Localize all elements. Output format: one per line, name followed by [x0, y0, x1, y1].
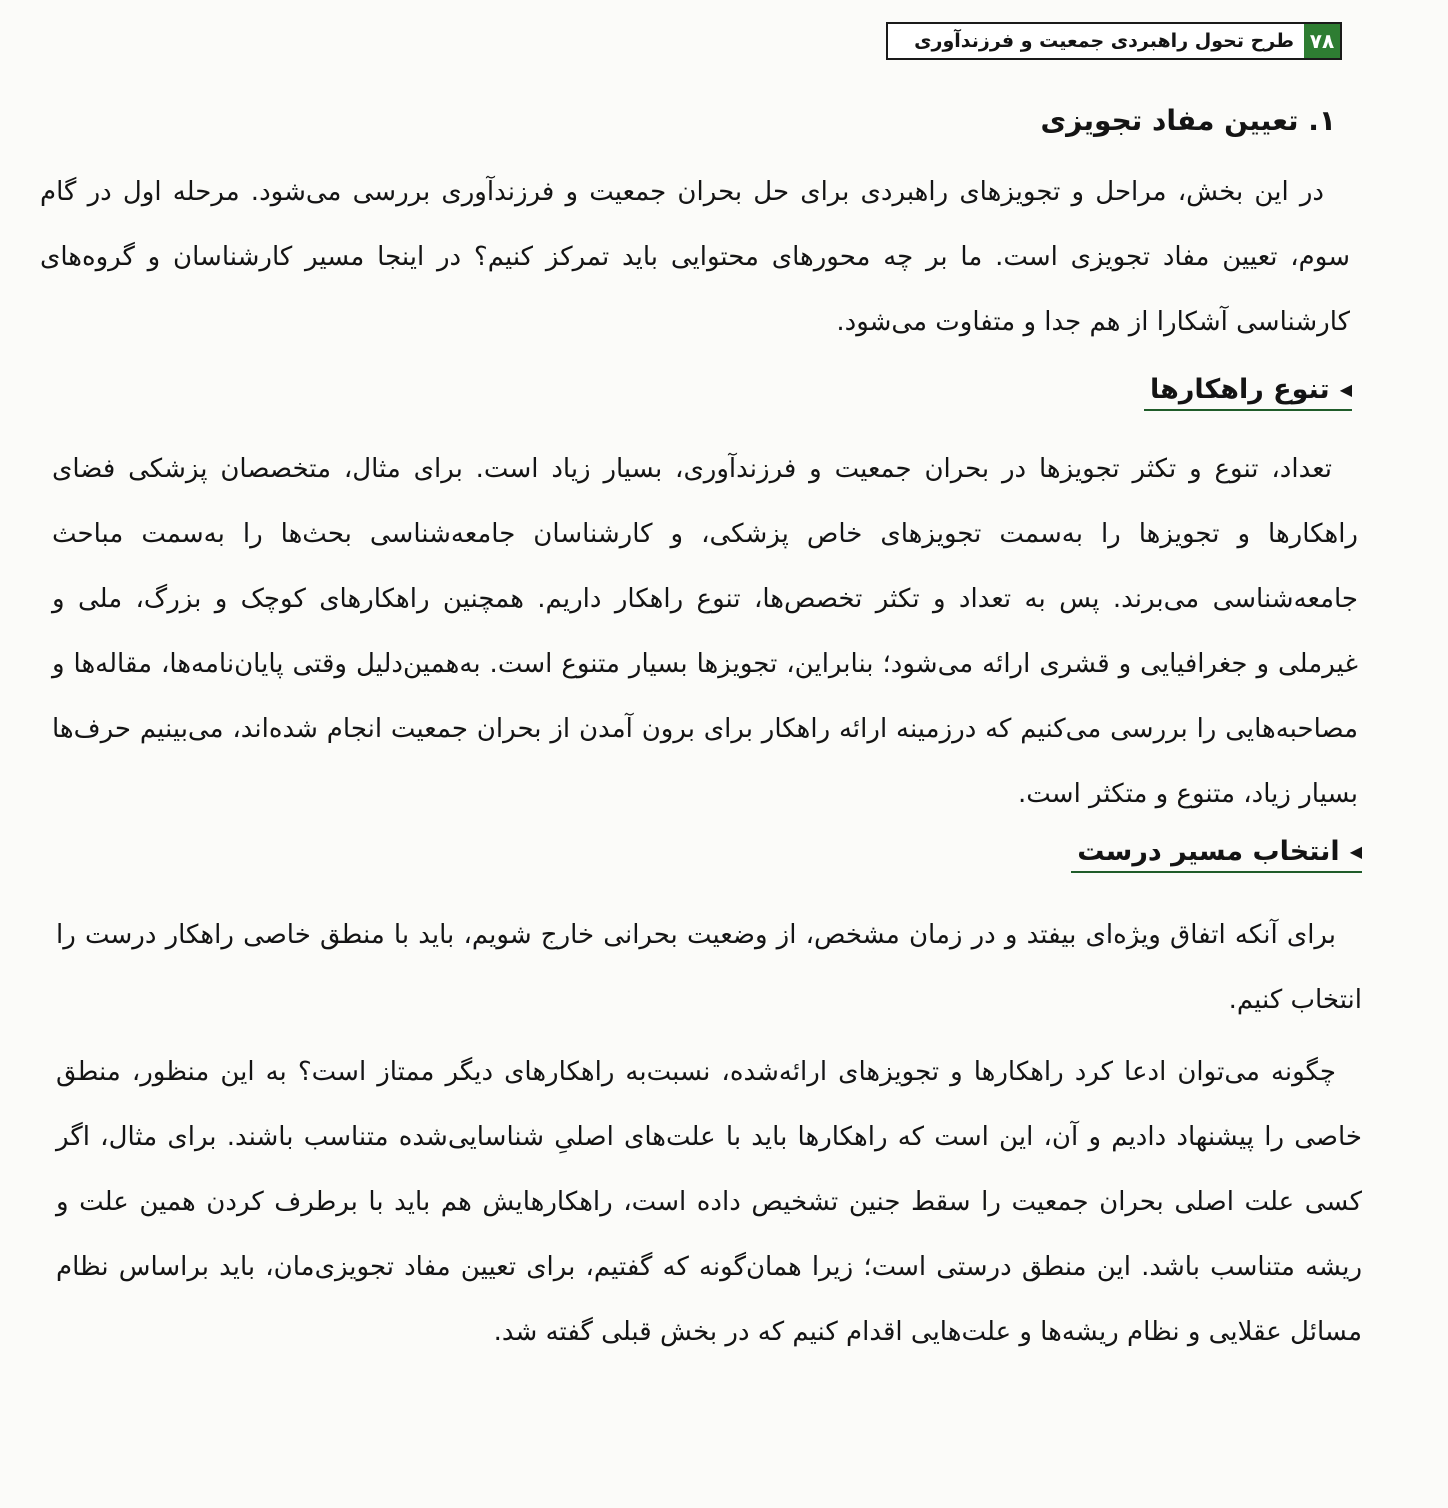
diversity-paragraph: تعداد، تنوع و تکثر تجویزها در بحران جمعیت و فرزندآوری، بسیار زیاد است. برای مثال، متخصصان پزشکی فضای راهکارها و تجویزها را به‌سمت تجویزهای خاص پزشکی، و کارشناسان جامعه‌شناسی بحث‌ها را به‌سمت مباحث جامعه‌شناسی می‌برند. پس به تعداد و تکثر تخصص‌ها، تنوع راهکار داریم. همچنین راهکارهای کوچک و بزرگ، ملی و غیرملی و جغرافیایی و قشری ارائه می‌شود؛ بنابراین، تجویزها بسیار متنوع است. به‌همین‌دلیل وقتی پایان‌نامه‌ها، مقاله‌ها و مصاحبه‌هایی را بررسی می‌کنیم که درزمینه ارائه راهکار برای برون آمدن از بحران جمعیت انجام شده‌اند، می‌بینیم حرف‌ها بسیار زیاد، متنوع و متکثر است. [52, 454, 1358, 809]
intro-paragraph: در این بخش، مراحل و تجویزهای راهبردی برای حل بحران جمعیت و فرزندآوری بررسی می‌شود. مرحله اول در گام سوم، تعیین مفاد تجویزی است. ما بر چه محورهای محتوایی باید تمرکز کنیم؟ در اینجا مسیر کارشناسان و گروه‌های کارشناسی آشکارا از هم جدا و متفاوت می‌شود. [40, 177, 1350, 337]
subheading-right-path [1071, 836, 1362, 873]
right-path-paragraph-1: برای آنکه اتفاق ویژه‌ای بیفتد و در زمان مشخص، از وضعیت بحرانی خارج شویم، باید با منطق خاصی راهکار درست را انتخاب کنیم. [56, 920, 1362, 1015]
section-heading: ۱. تعیین مفاد تجویزی [1040, 104, 1336, 137]
running-title: طرح تحول راهبردی جمعیت و فرزندآوری [914, 30, 1294, 52]
subheading-right-path-label: انتخاب مسیر درست [1077, 836, 1340, 867]
subheading-diversity-label: تنوع راهکارها [1149, 374, 1330, 405]
right-path-paragraph-2: چگونه می‌توان ادعا کرد راهکارها و تجویزهای ارائه‌شده، نسبت‌به راهکارهای دیگر ممتاز است؟ به این منظور، منطق خاصی را پیشنهاد دادیم و آن، این است که راهکارها باید با علت‌های اصلیِ شناسایی‌شده متناسب باشند. برای مثال، اگر کسی علت اصلی بحران جمعیت را سقط جنین تشخیص داده است، راهکارهایش هم باید با برطرف کردن همین علت و ریشه متناسب باشد. این منطق درستی است؛ زیرا همان‌گونه که گفتیم، برای تعیین مفاد تجویزی‌مان، باید براساس نظام مسائل عقلایی و نظام ریشه‌ها و علت‌هایی اقدام کنیم که در بخش قبلی گفته شد. [56, 1057, 1362, 1347]
triangle-bullet-icon: ◀ [1339, 380, 1352, 399]
triangle-bullet-icon: ◀ [1349, 842, 1362, 861]
page-header [886, 22, 1342, 60]
subheading-diversity [1144, 374, 1352, 411]
page-number: ۷۸ [1304, 24, 1340, 58]
